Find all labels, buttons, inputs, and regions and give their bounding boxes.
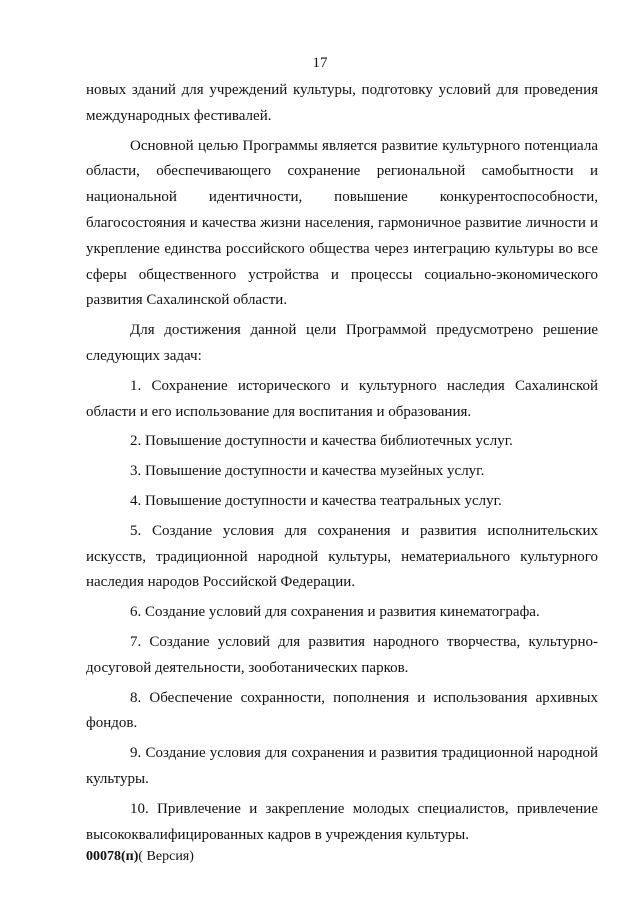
task-item-7: 7. Создание условий для развития народного творчества, культурно-досуговой деятельности, зооботанических парков. [86, 633, 598, 676]
paragraph-program-goal: Основной целью Программы является развитие культурного потенциала области, обеспечивающего сохранение региональной самобытности и национальной идентичности, повышение конкурентоспособности, благосостояния и качества жизни населения, гармоничное развитие личности и укрепление единства российского общества через интеграцию культуры во все сферы общественного устройства и процессы социально-экономического развития Сахалинской области. [86, 137, 598, 309]
task-item-9: 9. Создание условия для сохранения и развития традиционной народной культуры. [86, 745, 598, 787]
page-number: 17 [312, 55, 328, 71]
task-item-5: 5. Создание условия для сохранения и развития исполнительских искусств, традиционной народной культуры, нематериального культурного наследия народов Российской Федерации. [86, 522, 598, 591]
task-item-10: 10. Привлечение и закрепление молодых специалистов, привлечение высококвалифицированных кадров в учреждения культуры. [86, 800, 598, 843]
task-item-1: 1. Сохранение исторического и культурного наследия Сахалинской области и его использование для воспитания и образования. [86, 377, 598, 420]
task-item-3: 3. Повышение доступности и качества музейных услуг. [130, 463, 485, 480]
document-code: 00078(п) [86, 849, 139, 864]
document-version: ( Версия) [138, 849, 194, 864]
task-item-4: 4. Повышение доступности и качества театральных услуг. [130, 492, 502, 509]
task-item-2: 2. Повышение доступности и качества библиотечных услуг. [130, 433, 513, 450]
task-item-6: 6. Создание условий для сохранения и развития кинематографа. [130, 604, 540, 621]
task-item-8: 8. Обеспечение сохранности, пополнения и использования архивных фондов. [86, 689, 598, 732]
paragraph-continuation: новых зданий для учреждений культуры, подготовку условий для проведения международных фестивалей. [86, 82, 598, 124]
document-body [86, 78, 598, 852]
document-footer [86, 849, 194, 865]
paragraph-tasks-intro: Для достижения данной цели Программой предусмотрено решение следующих задач: [86, 322, 598, 364]
